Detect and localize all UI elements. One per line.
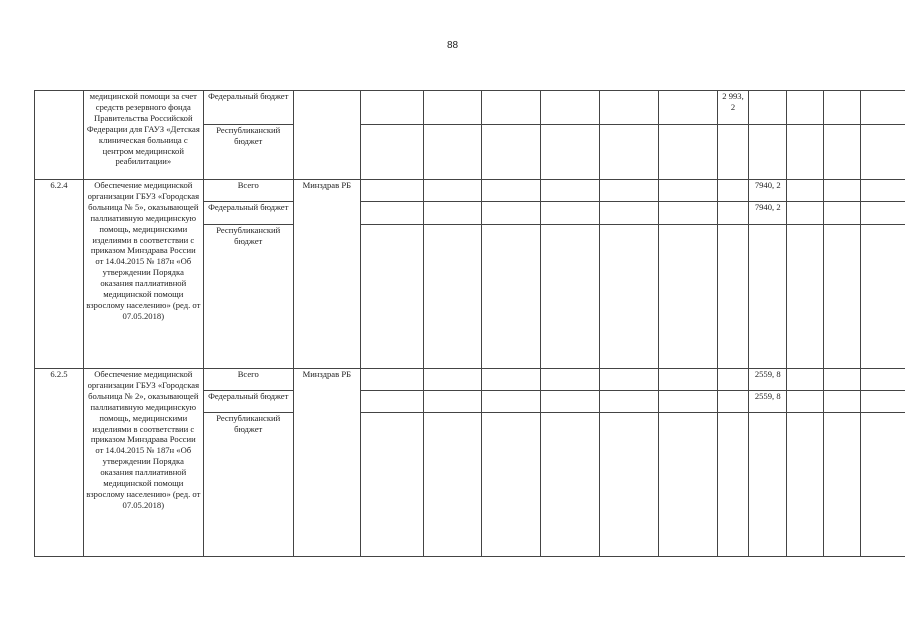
funding-source-cell: Всего (203, 180, 293, 202)
budget-table (34, 90, 905, 557)
amount-cell: 2559, 8 (749, 369, 787, 391)
item-number-cell (35, 91, 84, 180)
table-row (35, 91, 905, 125)
funding-source-cell: Республиканский бюджет (203, 225, 293, 369)
amount-cell: 2 993, 2 (718, 91, 749, 125)
item-number-cell: 6.2.4 (35, 180, 84, 369)
table-row (35, 369, 905, 391)
executor-cell: Минздрав РБ (293, 180, 360, 369)
executor-cell: Минздрав РБ (293, 369, 360, 557)
funding-source-cell: Федеральный бюджет (203, 202, 293, 225)
amount-cell: 7940, 2 (749, 180, 787, 202)
item-name-cell: Обеспечение медицинской организации ГБУЗ «Городская больница № 2», оказывающей паллиативную медицинскую помощь, медицинскими изделиями в соответствии с приказом Минздрава России от 14.04.2015 № 187н «Об утверждении Порядка оказания паллиативной медицинской помощи взрослому населению» (ред. от 07.05.2018) (83, 369, 203, 557)
amount-cell (749, 225, 787, 369)
amount-cell (718, 125, 749, 180)
table-row (35, 180, 905, 202)
funding-source-cell: Всего (203, 369, 293, 391)
funding-source-cell: Федеральный бюджет (203, 391, 293, 413)
page-number: 88 (446, 40, 459, 51)
executor-cell (293, 91, 360, 180)
item-name-cell: Обеспечение медицинской организации ГБУЗ «Городская больница № 5», оказывающей паллиативную медицинскую помощь, медицинскими изделиями в соответствии с приказом Минздрава России от 14.04.2015 № 187н «Об утверждении Порядка оказания паллиативной медицинской помощи взрослому населению» (ред. от 07.05.2018) (83, 180, 203, 369)
funding-source-cell: Республиканский бюджет (203, 125, 293, 180)
amount-cell: 7940, 2 (749, 202, 787, 225)
amount-cell (749, 413, 787, 557)
amount-cell: 2559, 8 (749, 391, 787, 413)
item-name-cell: медицинской помощи за счет средств резервного фонда Правительства Российской Федерации для ГАУЗ «Детская клиническая больница с центром медицинской реабилитации» (83, 91, 203, 180)
item-number-cell: 6.2.5 (35, 369, 84, 557)
funding-source-cell: Республиканский бюджет (203, 413, 293, 557)
funding-source-cell: Федеральный бюджет (203, 91, 293, 125)
